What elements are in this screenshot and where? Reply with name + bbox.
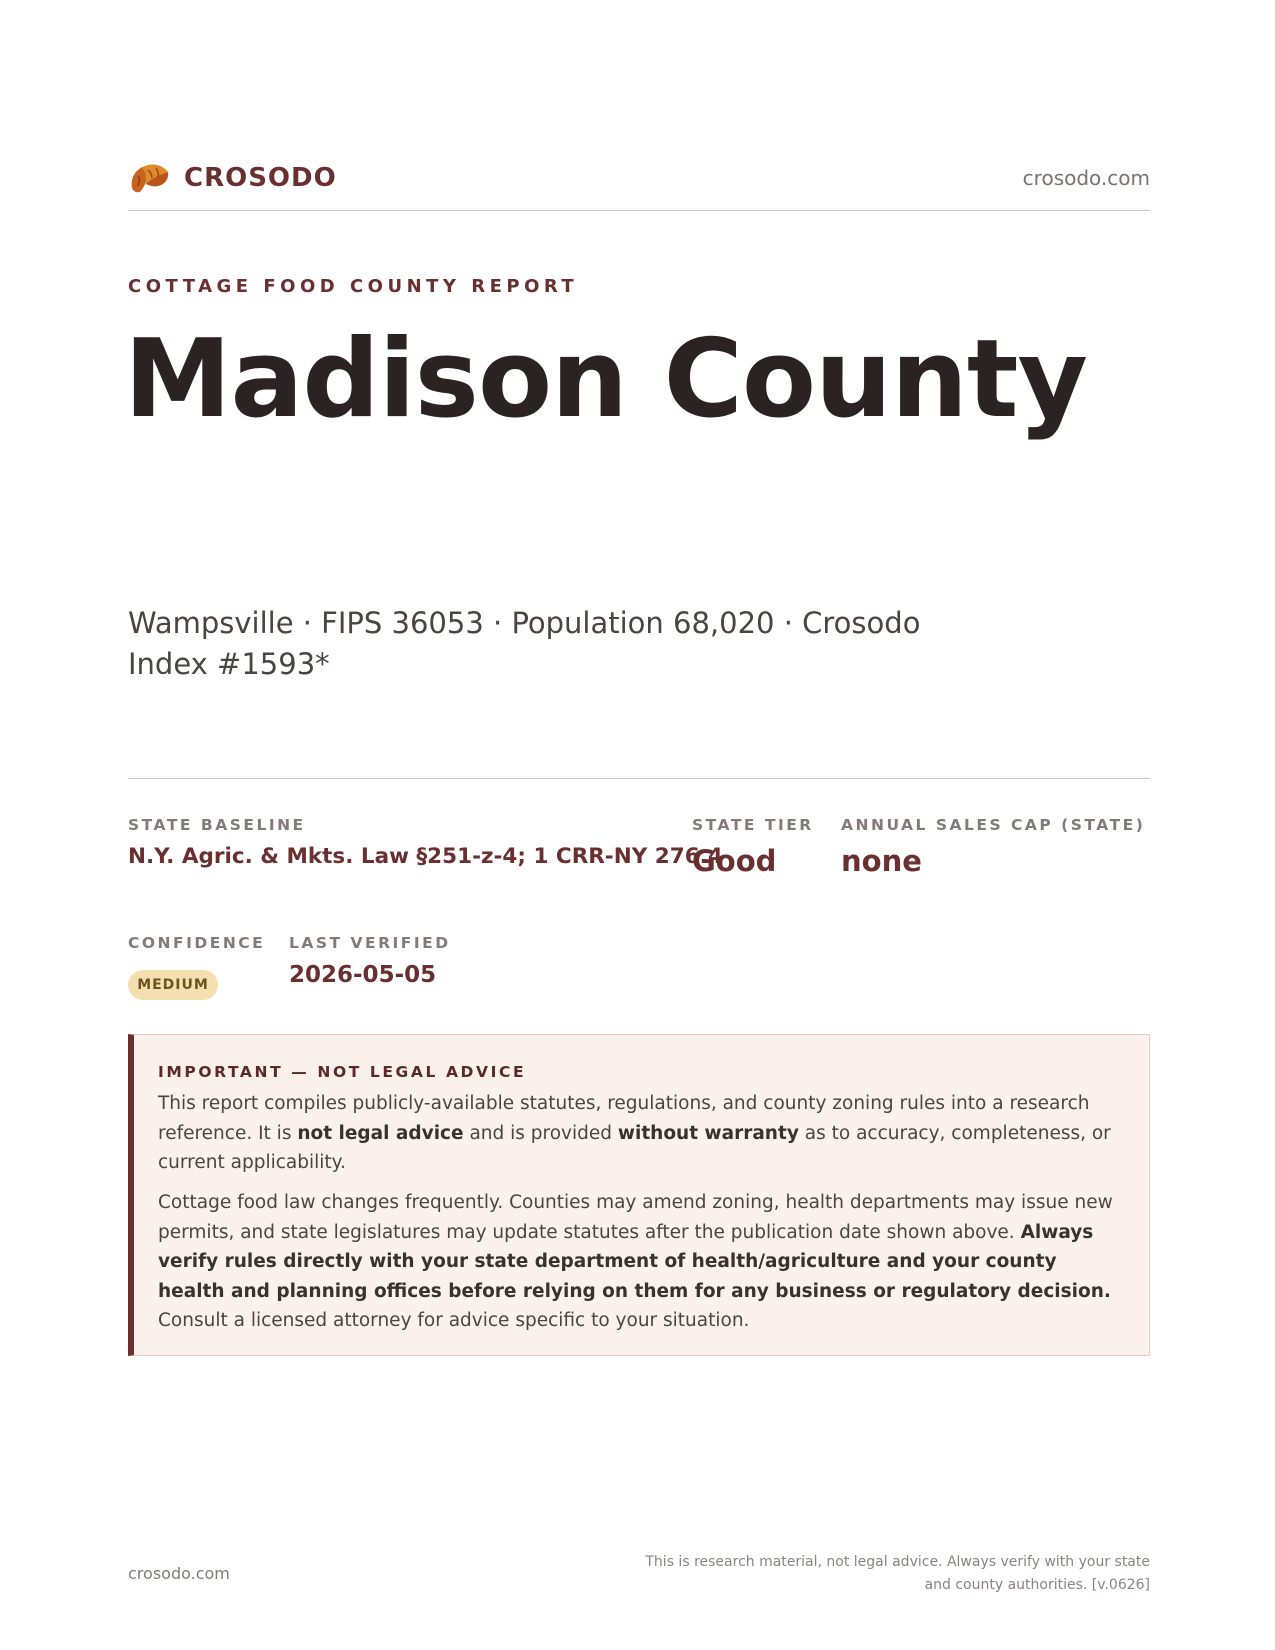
state-baseline-value: N.Y. Agric. & Mkts. Law §251-z-4; 1 CRR-NY 276.4 (128, 844, 723, 869)
state-tier-value: Good (692, 844, 777, 878)
notice-heading: IMPORTANT — NOT LEGAL ADVICE (158, 1063, 527, 1081)
notice-text: Cottage food law changes frequently. Counties may amend zoning, health departments may issue new permits, and state legislatures may update statutes after the publication date shown above. (158, 1192, 1113, 1243)
notice-emphasis: without warranty (617, 1122, 799, 1144)
last-verified-label: LAST VERIFIED (289, 934, 451, 952)
brand-name: CROSODO (184, 163, 337, 193)
notice-paragraph-2 (158, 1188, 1128, 1336)
state-baseline-label: STATE BASELINE (128, 816, 306, 834)
footer-site-link[interactable]: crosodo.com (128, 1564, 230, 1583)
notice-emphasis: not legal advice (297, 1122, 464, 1144)
footer-disclaimer-line-1: This is research material, not legal advice. Always verify with your state (645, 1554, 1150, 1570)
confidence-label: CONFIDENCE (128, 934, 266, 952)
sales-cap-label: ANNUAL SALES CAP (STATE) (841, 816, 1146, 834)
footer-disclaimer-line-2: and county authorities. [v.0626] (924, 1577, 1150, 1593)
confidence-badge: MEDIUM (128, 970, 218, 1000)
notice-text: This report compiles publicly-available statutes, regulations, and county zoning rules into a research reference. It is (158, 1093, 1090, 1144)
notice-paragraph-1 (158, 1089, 1128, 1178)
county-summary: Wampsville · FIPS 36053 · Population 68,020 · Crosodo Index #1593* (128, 606, 921, 681)
croissant-icon (128, 158, 170, 198)
state-tier-label: STATE TIER (692, 816, 814, 834)
notice-text: and is provided (463, 1122, 618, 1144)
legal-notice (128, 1034, 1150, 1356)
notice-emphasis: Always verify rules directly with your state department of health/agriculture and your county health and planning offices before relying on them for any business or regulatory decision. (158, 1221, 1111, 1302)
report-eyebrow: COTTAGE FOOD COUNTY REPORT (128, 276, 579, 297)
page-header (128, 158, 1150, 211)
page-title: Madison County (124, 317, 1087, 442)
notice-text: Consult a licensed attorney for advice specific to your situation. (158, 1310, 750, 1331)
header-site-link[interactable]: crosodo.com (1022, 166, 1150, 190)
notice-text: as to accuracy, completeness, or current applicability. (158, 1122, 1111, 1173)
footer-disclaimer (590, 1551, 1150, 1597)
sales-cap-value: none (841, 844, 922, 878)
section-divider (128, 778, 1150, 779)
last-verified-value: 2026-05-05 (289, 962, 437, 988)
report-page (124, 0, 1150, 1650)
brand[interactable] (128, 158, 337, 198)
